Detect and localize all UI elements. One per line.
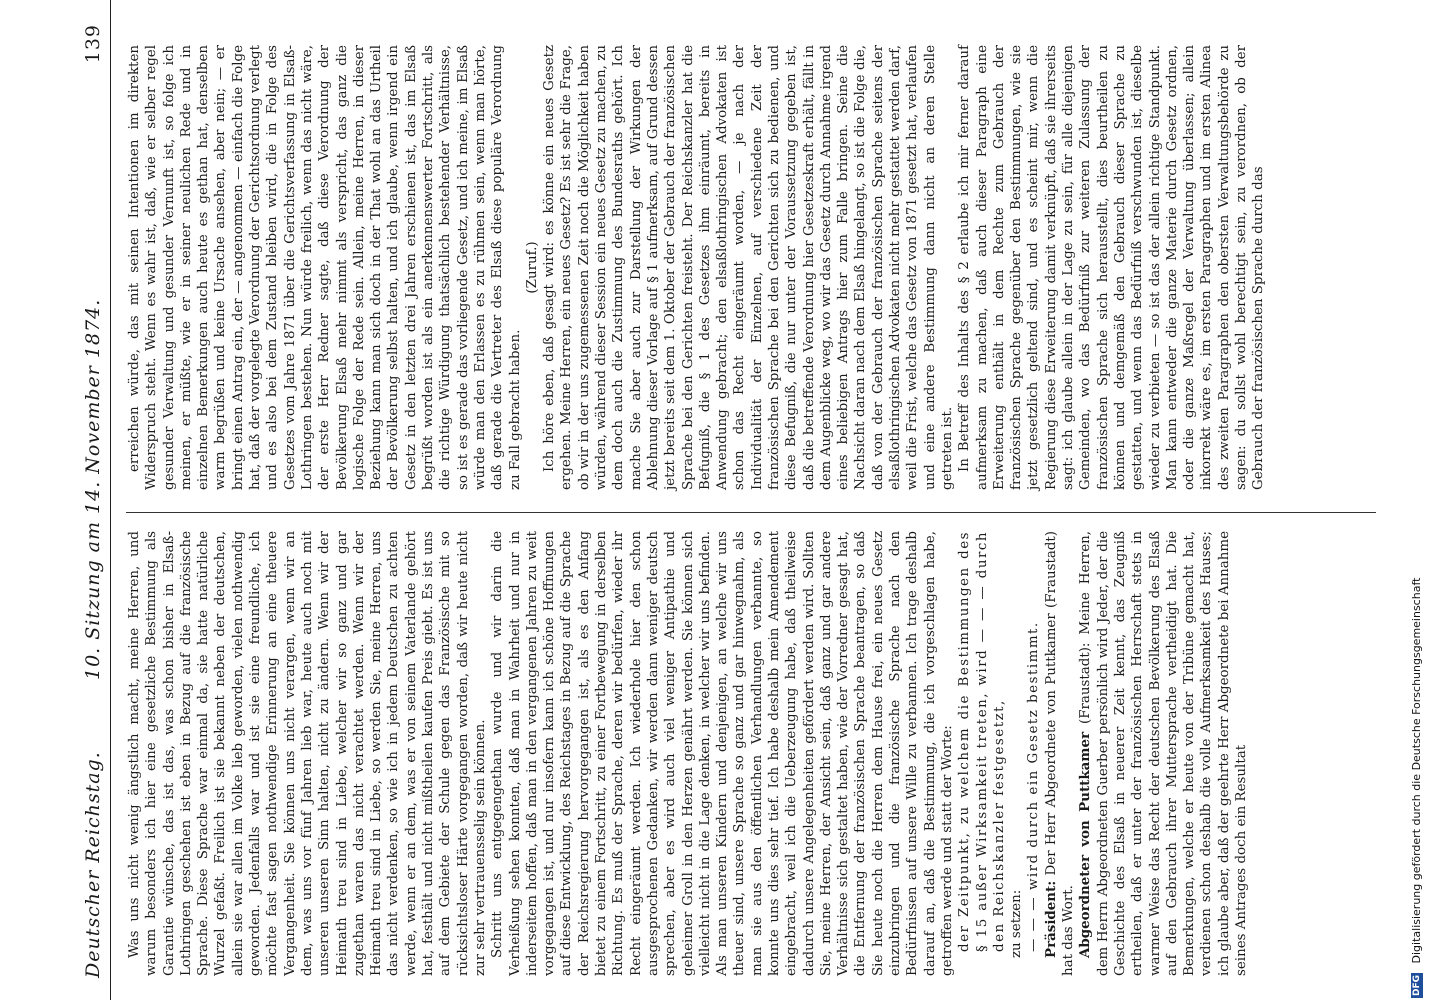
- interjection: (Zuruf.): [524, 241, 540, 294]
- column-divider: [126, 512, 1376, 513]
- quoted-text: — — — wird durch ein Gesetz bestimmt.: [1026, 621, 1042, 952]
- right-text-column: [126, 45, 1268, 490]
- header-title: Deutscher Reichstag.: [82, 751, 104, 978]
- dfg-logo: DFG: [1412, 974, 1422, 996]
- rotated-page: [30, 0, 1402, 1000]
- paragraph: Schritt uns entgegengethan wurde und wir darin die Verheißung sehen konnten, daß man in Wahrheit und nur in inderseitem hoffen, daß man in den vergangenen Jahren zu weit vorgegangen ist, und nur insofern kann ich schöne Hoffnungen auf diese Entwicklung, des Reichstages in Bezug auf die Sprache der Reichsregierung hervorgegangen ist, als es den Anfang bietet zu einem Fortschritt, zu einer Fortbewegung in derselben Richtung. Es muß der Sprache, deren wir bedürfen, wieder ihr Recht eingeräumt werden. Ich wiederhole hier den schon ausgesprochenen Gedanken, wir werden dann weniger deutsch sprechen, aber es wird auch viel weniger Antipathie und geheimer Groll in den Herzen genährt werden. Sie können sich vielleicht nicht in die Lage denken, in welcher wir uns befinden. Als man unseren Kindern und denjenigen, an welche wir uns theuer sind, unsere Sprache so ganz und gar hinwegnahm, als man sie aus den öffentlichen Verhandlungen verbannte, so konnte uns dies sehr tief. Ich habe deshalb mein Amendement eingebracht, weil ich die Ueberzeugung habe, daß theilweise dadurch unsere Angelegenheiten gefördert werden wird. Sollten Sie, meine Herren, der Ansicht sein, daß ganz und gar andere Verhältnisse sich gestaltet haben, wie der Vorredner gesagt hat, die Entfernung der französischen Sprache beantragen, so daß Sie heute noch die Herren dem Hause frei, ein neues Gesetz einzubringen und die französische Sprache nach den Bedürfnissen auf unsere Wille zu verbannen. Ich trage deshalb darauf an, daß die Bestimmung, die ich vorgeschlagen habe, getroffen werde und statt der Worte:: [490, 531, 955, 976]
- paragraph: In Betreff des Inhalts des § 2 erlaube ich mir ferner darauf aufmerksam zu machen, daß auch dieser Paragraph eine Erweiterung enthält in dem Rechte zum Gebrauch der französischen Sprache gegenüber den Bestimmungen, wie sie jetzt gesetzlich geltend sind, und es scheint mir, wenn die Regierung diese Erweiterung damit verknüpft, daß sie ihrerseits sagt: ich glaube allein in der Lage zu sein, für alle diejenigen Gemeinden, wo das Bedürfniß zur weiteren Zulassung der französischen Sprache sich herausstellt, dies beurtheilen zu können und demgemäß den Gebrauch dieser Sprache zu gestatten, und wenn das Bedürfniß verschwunden ist, dieselbe wieder zu verbieten — so ist das der allein richtige Standpunkt. Man kann entweder die ganze Materie durch Gesetz ordnen, oder die ganze Maßregel der Verwaltung überlassen; allein inkorrekt wäre es, im ersten Paragraphen und im ersten Alinea des zweiten Paragraphen den obersten Verwaltungsbehörde zu sagen: du sollst wohl berechtigt sein, zu verordnen, ob der Gebrauch der französischen Sprache durch das: [957, 45, 1267, 490]
- credit-text: Digitalisierung gefördert durch die Deutsche Forschungsgemeinschaft: [1410, 577, 1423, 964]
- page-number: 139: [82, 24, 104, 64]
- speech-text: Der Herr Abgeordnete von Puttkamer (Fraustadt) hat das Wort.: [1043, 531, 1077, 976]
- paragraph: Ich höre eben, daß gesagt wird: es könne ein neues Gesetz ergehen. Meine Herren, ein neues Gesetz? Es ist sehr die Frage, ob wir in der uns zugemessenen Zeit noch die Möglichkeit haben würden, während dieser Session ein neues Gesetz zu machen, zu dem doch auch die Zustimmung des Bundesraths gehört. Ich mache Sie aber auch zur Darstellung der Wirkungen der Ablehnung dieser Vorlage auf § 1 aufmerksam, auf Grund dessen jetzt bereits seit dem 1. Oktober der Gebrauch der französischen Sprache bei den Gerichten freisteht. Der Reichskanzler hat die Befugniß, die § 1 des Gesetzes ihm einräumt, bereits in Anwendung gebracht; den elsaßlothringischen Advokaten ist schon das Recht eingeräumt worden, — je nach der Individualität der Einzelnen, auf verschiedene Zeit der französischen Sprache bei den Gerichten sich zu bedienen, und diese Befugniß, die nur unter der Voraussetzung gegeben ist, daß die betreffende Verordnung hier Gesetzeskraft erhält, fällt in dem Augenblicke weg, wo wir das Gesetz durch Annahme irgend eines beliebigen Antrags hier zum Falle bringen. Seine die Nachsicht daran nach dem Elsaß hingelangt, so ist die Folge die, daß von der Gebrauch der französischen Sprache seitens der elsaßlothringischen Advokaten nicht mehr gestattet werden darf, weil die Frist, welche das Gesetz von 1871 gesetzt hat, verlaufen und eine andere Bestimmung dann nicht an deren Stelle getreten ist.: [542, 45, 955, 490]
- header-session: 10. Sitzung am 14. November 1874.: [82, 298, 104, 680]
- speaker-paragraph: [1077, 531, 1250, 976]
- speaker-name: Abgeordneter von Puttkamer: [1077, 731, 1094, 958]
- page-header: [78, 0, 111, 1000]
- left-text-column: [126, 531, 1250, 976]
- paragraph: Was uns nicht wenig ängstlich macht, meine Herren, und warum besonders ich hier eine gesetzliche Bestimmung als Garantie wünsche, das ist das, was schon bisher in Elsaß-Lothringen geschehen ist eben in Bezug auf die französische Sprache. Diese Sprache war einmal da, sie hatte natürliche Wurzel gefaßt. Freilich ist sie bekannt neben der deutschen, allein sie war allen im Volke lieb geworden, vielen nothwendig geworden. Jedenfalls war und ist sie eine freundliche, ich möchte fast sagen nothwendige Erinnerung an eine theuere Vergangenheit. Sie können uns nicht verargen, wenn wir an dem, was uns vor fünf Jahren lieb war, heute auch noch mit unseren unseren Sinn halten, nicht zu ändern. Wenn wir der Heimath treu sind in Liebe, welcher wir so ganz und gar zugethan waren das nicht verachtet werden. Wenn wir der Heimath treu sind in Liebe, so werden Sie, meine Herren, uns das nicht verdenken, so wie ich in jedem Deutschen zu achten werde, wenn er an dem, was er von seinem Vaterlande gehört hat, festhält und nicht mißtheilen kaufen Preis giebt. Es ist uns auf dem Gebiete der Schule gegen das Französische mit so rücksichtsloser Härte vorgegangen worden, daß wir heute nicht zur sehr vertrauensselig sein können.: [127, 531, 488, 976]
- speech-text: (Fraustadt): Meine Herren, dem Herrn Abgeordneten Guerber persönlich wird Jeder, der die Geschichte des Elsaß in neuerer Zeit kennt, das Zeugniß ertheilen, daß er unter der französischen Herrschaft stets in warmer Weise das Recht der deutschen Bevölkerung des Elsaß auf den Gebrauch ihrer Muttersprache vertheidigt hat. Die Bemerkungen, welche er heute von der Tribüne gemacht hat, verdienen schon deshalb die volle Aufmerksamkeit des Hauses; ich glaube aber, daß der geehrte Herr Abgeordnete bei Annahme seines Antrages doch ein Resultat: [1078, 531, 1249, 976]
- paragraph: zu setzen:: [1009, 889, 1025, 958]
- paragraph: erreichen würde, das mit seinen Intentionen im direkten Widerspruch steht. Wenn es wahr ist, daß, wie er selber regel gesunder Verwaltung und gesunder Vernunft ist, so folge ich meinen, er müßte, wie er in seiner neulichen Rede und in einzelnen Bemerkungen auch heute es gethan hat, denselben warm begrüßen und keine Ursache ansehen, aber nein; — er bringt einen Antrag ein, der — angenommen — einfach die Folge hat, daß der vorgelegte Verordnung der Gerichtsordnung verlegt und es also bei dem Zustand bleiben wird, die in Folge des Gesetzes vom Jahre 1871 über die Gerichtsverfassung in Elsaß-Lothringen bestehen. Nun würde freilich, wenn das nicht wäre, der erste Herr Redner sagte, daß diese Verordnung der Bevölkerung Elsaß mehr nimmt als verspricht, das ganz die logische Folge der Rede sein. Allein, meine Herren, in dieser Beziehung kann man sich doch in der That wohl an das Urtheil der Bevölkerung selbst halten, und ich glaube, wenn irgend ein Gesetz in den letzten drei Jahren erschienen ist, das im Elsaß begrüßt worden ist als ein anerkennenswerter Fortschritt, als die richtige Würdigung thatsächlich bestehender Verhältnisse, so ist es gerade das vorliegende Gesetz, und ich meine, im Elsaß würde man den Erlassen es zu rühmen sein, wenn man hörte, daß gerade die Vertreter des Elsaß diese populäre Verordnung zu Fall gebracht haben.: [127, 45, 523, 490]
- digitization-credit: [1410, 8, 1426, 998]
- speaker-name: Präsident:: [1042, 880, 1059, 958]
- quoted-text: der Zeitpunkt, zu welchem die Bestimmungen des § 15 außer Wirksamkeit treten, wird — — — durch den Reichskanzler festgesetzt,: [957, 531, 1007, 952]
- president-statement: [1043, 531, 1078, 976]
